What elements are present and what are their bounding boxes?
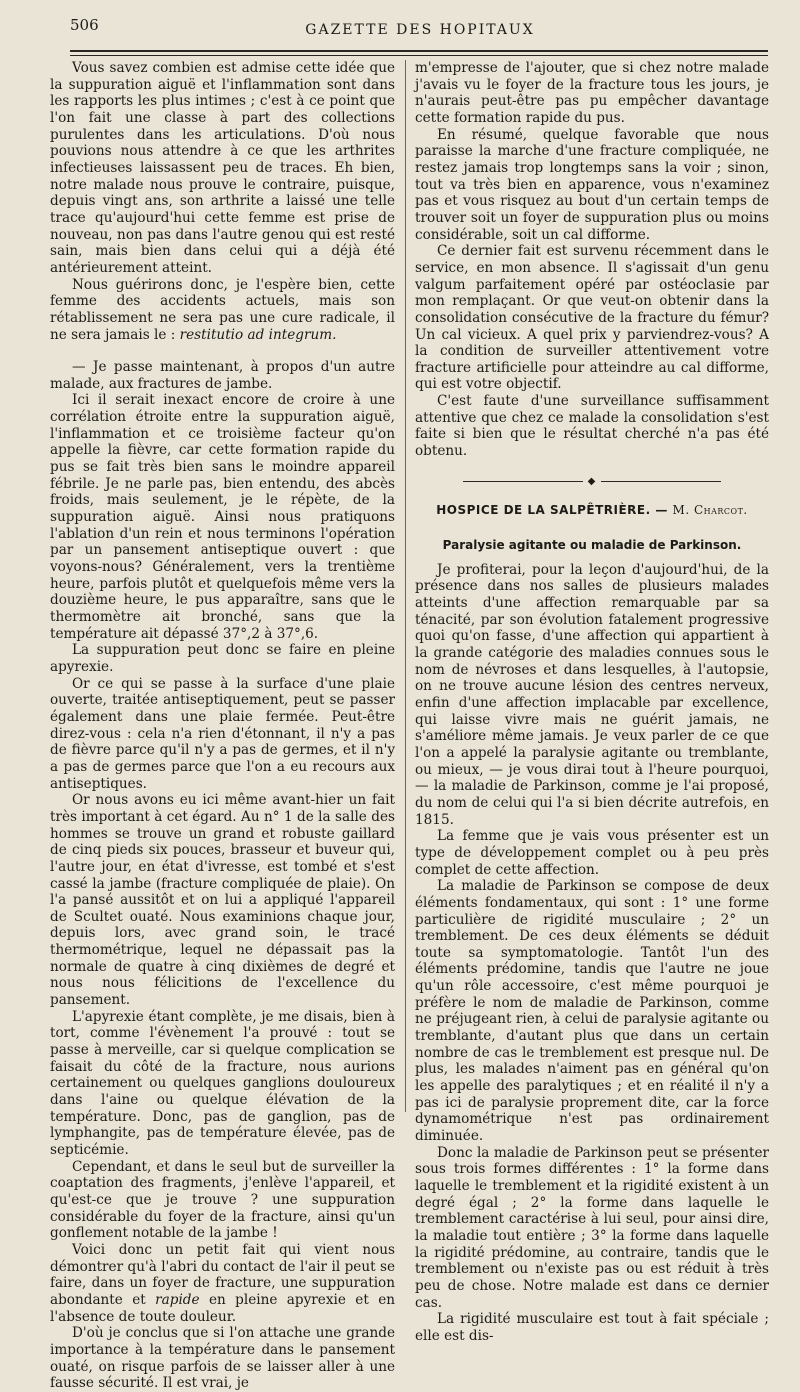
paragraph: L'apyrexie étant complète, je me disais, bien à tort, comme l'évènement l'a prouvé : tout se passe à merveille, car si quelque complication se faisait du côté de la fracture, nous aurions certainement ou quelques ganglions douloureux dans l'aine ou quelque élévation de la température. Donc, pas de ganglion, pas de lymphangite, pas de température élevée, pas de septicémie.	[50, 1008, 395, 1158]
left-column	[50, 60, 395, 1392]
paragraph-italic: rapide	[155, 1291, 200, 1308]
right-column	[415, 60, 769, 1345]
paragraph: C'est faute d'une surveillance suffisamment attentive que chez ce malade la consolidation s'est faite si bien que le résultat cherché n'a pas été obtenu.	[415, 393, 769, 460]
paragraph: Cependant, et dans le seul but de surveiller la coaptation des fragments, j'enlève l'appareil, et qu'est-ce que je trouve ? une suppuration considérable du foyer de la fracture, ainsi qu'un gonflement notable de la jambe !	[50, 1158, 395, 1242]
paragraph: m'empresse de l'ajouter, que si chez notre malade j'avais vu le foyer de la fracture tous les jours, je n'aurais peut-être pas pu empêcher davantage cette formation rapide du pus.	[415, 60, 769, 126]
paragraph-text: en pleine apyrexie et en l'absence de toute douleur.	[50, 1291, 396, 1325]
column-divider	[405, 60, 406, 1112]
paragraph: La suppuration peut donc se faire en pleine apyrexie.	[50, 642, 395, 675]
section-title: HOSPICE DE LA SALPÊTRIÈRE. —	[436, 503, 673, 518]
page-number: 506	[70, 16, 99, 34]
paragraph: D'où je conclus que si l'on attache une grande importance à la température dans le pansement ouaté, on risque parfois de se laisser aller à une fausse sécurité. Il est vrai, je	[50, 1325, 395, 1392]
paragraph: La femme que je vais vous présenter est un type de développement complet ou à peu près complet de cette affection.	[415, 828, 769, 878]
article-subtitle: Paralysie agitante ou maladie de Parkinson.	[442, 538, 742, 553]
paragraph: Vous savez combien est admise cette idée que la suppuration aiguë et l'inflammation sont dans les rapports les plus intimes ; c'est à ce point que l'on fait une classe à part des collections purulentes dans les articulations. D'où nous pouvions nous attendre à ce que les arthrites infectieuses laissassent peu de traces. Eh bien, notre malade nous prouve le contraire, puisque, depuis vingt ans, son arthrite a laissé une telle trace qu'aujourd'hui cette femme est prise de nouveau, non pas dans l'autre genou qui est resté sain, mais bien dans celui qui a déjà été antérieurement atteint.	[50, 60, 395, 276]
paragraph-text: Nous guérirons donc, je l'espère bien, cette femme des accidents actuels, mais son rétablissement ne sera pas une cure radicale, il ne sera jamais le :	[50, 276, 395, 343]
journal-title: GAZETTE DES HOPITAUX	[305, 22, 535, 38]
paragraph: La rigidité musculaire est tout à fait spéciale ; elle est dis-	[415, 1311, 769, 1344]
paragraph: Or nous avons eu ici même avant-hier un fait très important à cet égard. Au n° 1 de la salle des hommes se trouve un grand et robuste gaillard de cinq pieds six pouces, brasseur et buveur qui, l'autre jour, en état d'ivresse, est tombé et s'est cassé la jambe (fracture compliquée de plaie). On l'a pansé aussitôt et on lui a appliqué l'appareil de Scultet ouaté. Nous examinions chaque jour, depuis lors, avec grand soin, le tracé thermométrique, lequel ne dépassait pas la normale de quatre à cinq dixièmes de degré et nous nous félicitions de l'excellence du pansement.	[50, 792, 395, 1009]
section-author: M. Charcot.	[672, 503, 748, 518]
paragraph: Ici il serait inexact encore de croire à une corrélation étroite entre la suppuration aiguë, l'inflammation et ce troisième facteur qu'on appelle la fièvre, car cette formation rapide du pus se fait très bien sans le moindre appareil fébrile. Je ne parle pas, bien entendu, des abcès froids, mais seulement, je le répète, de la suppuration aiguë. Ainsi nous pratiquons l'ablation d'un rein et nous terminons l'opération par un pansement antiseptique ouvert : que voyons-nous? Généralement, vers la trentième heure, parfois plutôt et quelquefois même vers la douzième heure, le pus apparaître, sans que le thermomètre ait bronché, sans que la température ait dépassé 37°,2 à 37°,6.	[50, 392, 395, 642]
paragraph: Donc la maladie de Parkinson peut se présenter sous trois formes différentes : 1° la forme dans laquelle le tremblement et la rigidité existent à un degré égal ; 2° la forme dans laquelle le tremblement caractérise à lui seul, pour ainsi dire, la maladie tout entière ; 3° la forme dans laquelle la rigidité prédomine, au contraire, tandis que le tremblement ou n'existe pas ou est réduit à très peu de chose. Notre malade est dans ce dernier cas.	[415, 1144, 769, 1311]
paragraph	[50, 1242, 395, 1325]
paragraph: Ce dernier fait est survenu récemment dans le service, en mon absence. Il s'agissait d'un genu valgum parfaitement opéré par ostéoclasie par mon remplaçant. Or que veut-on obtenir dans la consolidation consécutive de la fracture du fémur? Un cal vicieux. A quel prix y parviendrez-vous? A la condition de surveiller attentivement votre fracture artificielle pour atteindre au cal difforme, qui est votre objectif.	[415, 243, 769, 393]
paragraph	[50, 277, 395, 344]
paragraph: Je profiterai, pour la leçon d'aujourd'hui, de la présence dans nos salles de plusieurs malades atteints d'une affection remarquable par sa ténacité, par son évolution fatalement progressive quoi qu'on fasse, d'une affection qui appartient à la grande catégorie des maladies connues sous le nom de névroses et dans lesquelles, à l'autopsie, on ne trouve aucune lésion des centres nerveux, enfin d'une affection implacable par excellence, qui laisse vivre mais ne guérit jamais, ne s'améliore même jamais. Je veux parler de ce que l'on a appelé la paralysie agitante ou tremblante, ou mieux, — je vous dirai tout à l'heure pourquoi, — la maladie de Parkinson, comme je l'ai proposé, du nom de celui qui l'a si bien décrite autrefois, en 1815.	[415, 561, 769, 828]
paragraph: Or ce qui se passe à la surface d'une plaie ouverte, traitée antiseptiquement, peut se passer également dans une plaie fermée. Peut-être direz-vous : cela n'a rien d'étonnant, il n'y a pas de fièvre parce qu'il n'y a pas de germes, et il n'y a pas de germes parce que l'on a eu recours aux antiseptiques.	[50, 675, 395, 792]
section-heading	[415, 502, 769, 519]
paragraph: En résumé, quelque favorable que nous paraisse la marche d'une fracture compliquée, ne restez jamais trop longtemps sans la voir ; sinon, tout va très bien en apparence, vous n'examinez pas et vous risquez au bout d'un certain temps de trouver soit un foyer de suppuration plus ou moins considérable, soit un cal difforme.	[415, 126, 769, 243]
paragraph: — Je passe maintenant, à propos d'un autre malade, aux fractures de jambe.	[50, 359, 395, 392]
header-rule	[70, 50, 768, 52]
paragraph: La maladie de Parkinson se compose de deux éléments fondamentaux, qui sont : 1° une forme particulière de rigidité musculaire ; 2° un tremblement. De ces deux éléments se déduit toute sa symptomatologie. Tantôt l'un des éléments prédomine, tandis que l'autre ne joue qu'un rôle accessoire, c'est même pourquoi je préfère le nom de maladie de Parkinson, comme ne préjugeant rien, à celui de paralysie agitante ou tremblante, d'autant plus que dans un certain nombre de cas le tremblement est presque nul. De plus, les malades n'aiment pas en général qu'on les appelle des paralytiques ; et en réalité il n'y a pas ici de paralysie proprement dite, car la force dynamométrique n'est pas ordinairement diminuée.	[415, 878, 769, 1145]
page-header	[70, 16, 770, 46]
section-separator: ◆	[415, 474, 769, 491]
header-rule-thin	[70, 55, 768, 56]
paragraph-italic: restitutio ad integrum.	[179, 326, 337, 343]
paragraph-text: Voici donc un petit fait qui vient nous démontrer qu'à l'abri du contact de l'air il peut se faire, dans un foyer de fracture, une suppuration abondante et	[50, 1241, 395, 1308]
